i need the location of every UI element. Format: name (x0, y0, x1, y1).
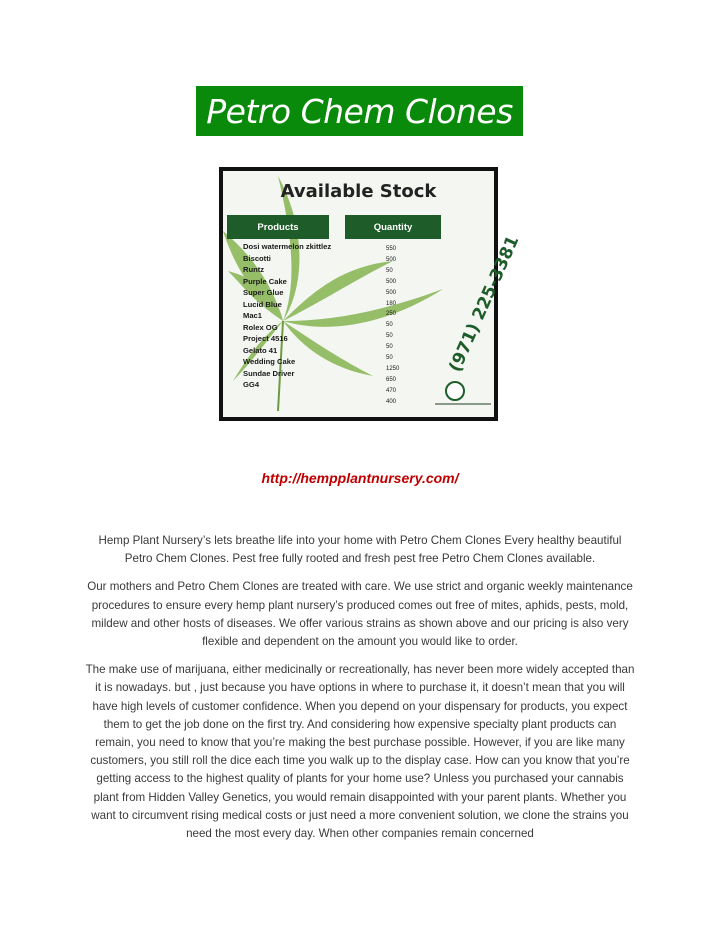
quantity-header: Quantity (345, 215, 441, 239)
available-stock-image (219, 167, 524, 421)
quantity-value: 470 (386, 387, 397, 394)
product-name: Runtz (243, 265, 265, 274)
product-list (243, 241, 331, 391)
body-text (84, 532, 636, 853)
product-name: Rolex OG (243, 322, 278, 332)
quantity-value: 50 (386, 322, 393, 329)
quantity-value: 50 (386, 267, 393, 274)
paragraph: The make use of marijuana, either medicinally or recreationally, has never been more widely accepted than it is nowadays. but , just because you have options in where to purchase it, it doesn’t mean that you will have high levels of customer confidence. When you depend on your dispensary for products, you expect them to get the job done on the first try. And considering how expensive specialty plant products can remain, you need to know that you’re making the best purchase possible. However, if you are like many customers, you still roll the dice each time you walk up to the display case. How can you know that you’re getting access to the highest quality of plants for your home use? Unless you purchased your cannabis plant from Hidden Valley Genetics, you would remain disappointed with your parent plants. Whether you want to circumvent rising medical costs or just need a more convenient solution, we clone the strains you need the most every day. When other companies remain concerned (85, 663, 635, 841)
quantity-value: 50 (386, 344, 393, 351)
product-name: Wedding Cake (243, 357, 296, 366)
quantity-value: 550 (386, 246, 397, 252)
website-link[interactable]: http://hempplantnursery.com/ (261, 470, 459, 486)
products-header: Products (227, 215, 329, 239)
paragraph: Hemp Plant Nursery’s lets breathe life into your home with Petro Chem Clones Every healthy beautiful Petro Chem Clones. Pest free fully rooted and fresh pest free Petro Chem Clones available. (98, 534, 622, 566)
product-name: Biscotti (243, 253, 271, 263)
quantity-value: 500 (386, 289, 397, 296)
product-name: Mac1 (243, 311, 262, 320)
quantity-value: 180 (386, 300, 397, 307)
quantity-value: 50 (386, 355, 393, 362)
product-name: Dosi watermelon zkittlez (243, 242, 332, 251)
product-name: GG4 (243, 380, 260, 389)
quantity-list (386, 244, 399, 408)
nursery-seal-icon (445, 381, 465, 401)
product-name: Sundae Driver (243, 368, 295, 378)
product-name: Super Glue (243, 288, 284, 297)
phone-number: (971) 225-3381 (445, 232, 524, 376)
title-banner (196, 86, 523, 136)
quantity-value: 250 (386, 311, 397, 318)
quantity-value: 400 (386, 398, 397, 405)
quantity-value: 500 (386, 278, 397, 285)
paragraph: Our mothers and Petro Chem Clones are treated with care. We use strict and organic weekly maintenance procedures to ensure every hemp plant nursery’s produced comes out free of mites, aphids, pests, mold, mildew and other hosts of diseases. We offer various strains as shown above and our pricing is also very flexible and dependent on the amount you would like to order. (87, 580, 633, 649)
quantity-value: 50 (386, 333, 393, 340)
product-name: Gelato 41 (243, 345, 278, 355)
quantity-value: 650 (386, 376, 397, 383)
product-name: Lucid Blue (243, 299, 282, 309)
quantity-value: 500 (386, 256, 397, 263)
product-name: Project 4516 (243, 334, 288, 343)
seal-caption-line (435, 403, 491, 405)
product-name: Purple Cake (243, 276, 287, 286)
quantity-value: 1250 (386, 365, 400, 372)
stock-heading: Available Stock (280, 181, 437, 202)
page-title: Petro Chem Clones (206, 91, 513, 131)
